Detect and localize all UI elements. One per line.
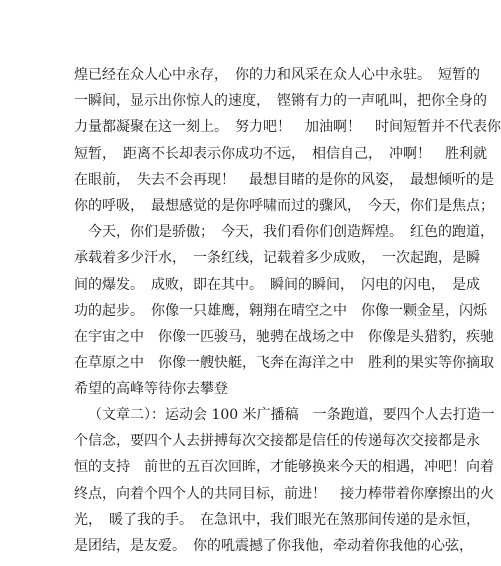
paragraph-2: [74, 402, 495, 559]
text-line: 今天，你们是骄傲； 今天，我们看你们创造辉煌。 红色的跑道，: [74, 224, 494, 241]
paragraph-1: [74, 62, 501, 402]
text-line: 煌已经在众人心中永存， 你的力和风采在众人心中永驻。 短暂的: [74, 67, 480, 83]
text-line: 你的呼吸， 最想感觉的是你呼啸而过的骤风， 今天，你们是焦点；: [74, 197, 494, 214]
text-line: 功的起步。 你像一只雄鹰，翱翔在晴空之中 你像一颗金星，闪烁: [74, 302, 487, 319]
text-line: 终点，向着个四个人的共同目标，前进！ 接力棒带着你摩擦出的火: [74, 485, 494, 502]
text-line: 短暂， 距离不长却表示你成功不远， 相信自己， 冲啊！ 胜利就: [74, 145, 487, 162]
text-line: 在草原之中 你像一艘快艇，飞奔在海洋之中 胜利的果实等你摘取: [74, 355, 494, 372]
text-line: 承载着多少汗水， 一条红线，记载着多少成败， 一次起跑，是瞬: [74, 250, 480, 267]
text-line: 光， 暖了我的手。 在急讯中，我们眼光在煞那间传递的是永恒，: [74, 511, 480, 528]
text-line: 在宇宙之中 你像一匹骏马，驰骋在战场之中 你像是头猎豹，疾驰: [74, 328, 494, 345]
text-line: 间的爆发。 成败，即在其中。 瞬间的瞬间， 闪电的闪电， 是成: [74, 276, 480, 293]
text-line: 是团结，是友爱。 你的吼震撼了你我他，牵动着你我他的心弦，: [74, 537, 473, 554]
text-line: 一瞬间，显示出你惊人的速度， 铿锵有力的一声吼叫，把你全身的: [74, 93, 487, 110]
text-line: 力量都凝聚在这一刻上。 努力吧！ 加油啊！ 时间短暂并不代表你: [74, 119, 501, 136]
text-line: 个信念，要四个人去拼搏每次交接都是信任的传递每次交接都是永: [74, 433, 480, 450]
text-line: （文章二）：运动会 100 米广播稿 一条跑道，要四个人去打造一: [88, 407, 495, 423]
text-line: 在眼前， 失去不会再现！ 最想目睹的是你的风姿， 最想倾听的是: [74, 171, 494, 188]
text-line: 恒的支持 前世的五百次回眸，才能够换来今天的相遇，冲吧！向着: [74, 459, 494, 476]
text-line: 希望的高峰等待你去攀登: [74, 381, 228, 398]
